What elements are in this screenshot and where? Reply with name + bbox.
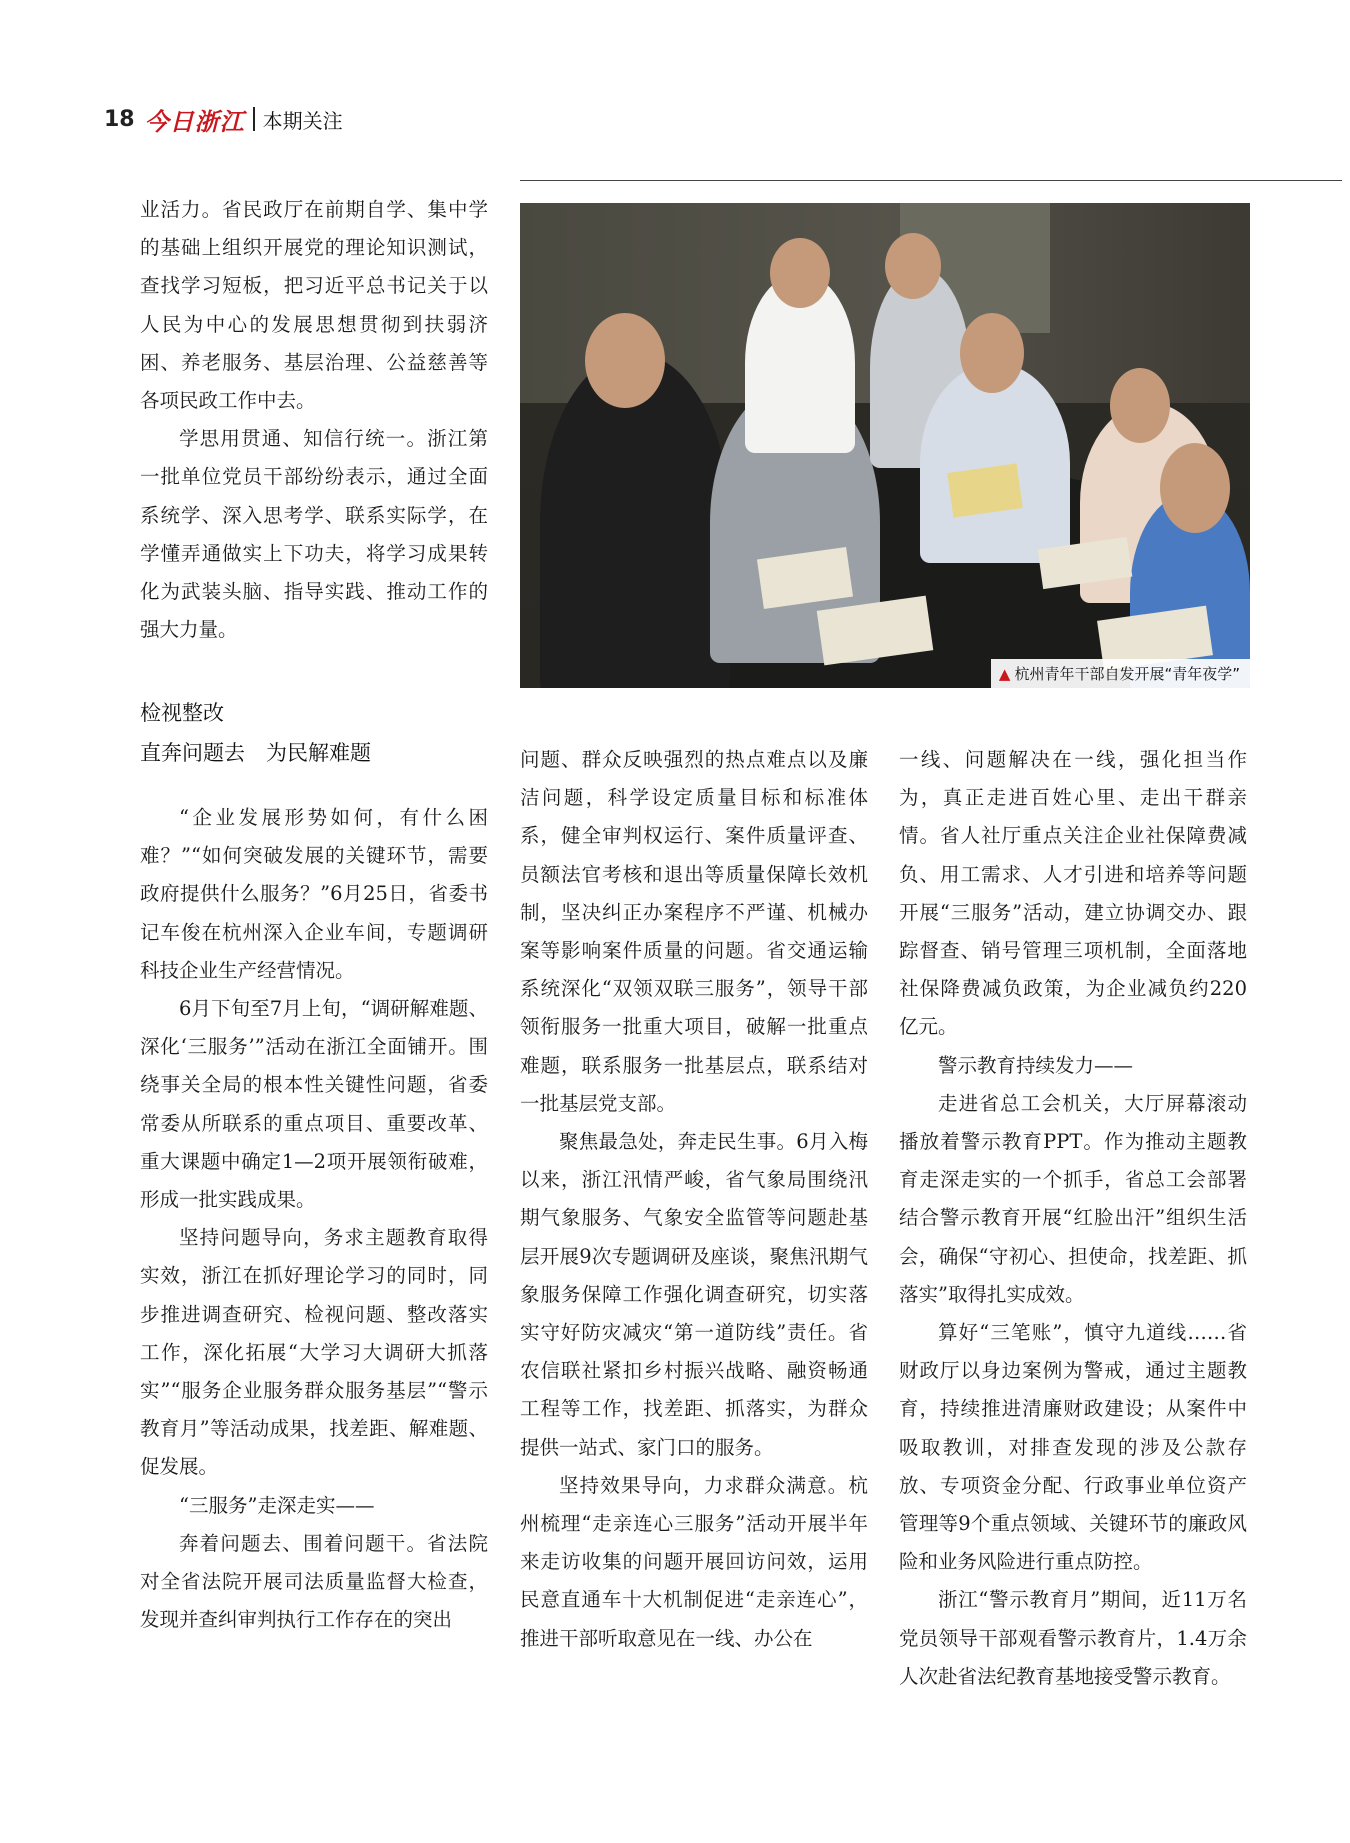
photo-caption [991, 659, 1250, 688]
column-1-bottom [140, 799, 488, 1639]
photo-face [960, 313, 1024, 393]
paragraph-subhead: “三服务”走深走实—— [179, 1493, 375, 1517]
paragraph: 一线、问题解决在一线，强化担当作为，真正走进百姓心里、走出干群亲情。省人社厅重点关注企业社保障费减负、用工需求、人才引进和培养等问题开展“三服务”活动，建立协调交办、跟踪督查、销号管理三项机制，全面落地社保降费减负政策，为企业减负约220亿元。 [899, 748, 1247, 1039]
section-title: 本期关注 [262, 108, 343, 133]
column-3 [899, 741, 1247, 1696]
paragraph: 走进省总工会机关，大厅屏幕滚动播放着警示教育PPT。作为推动主题教育走深走实的一个抓手，省总工会部署结合警示教育开展“红脸出汗”组织生活会，确保“守初心、担使命，找差距、抓落实”取得扎实成效。 [899, 1091, 1247, 1306]
paragraph: 奔着问题去、围着问题干。省法院对全省法院开展司法质量监督大检查，发现并查纠审判执行工作存在的突出 [140, 1531, 488, 1632]
paragraph: 学思用贯通、知信行统一。浙江第一批单位党员干部纷纷表示，通过全面系统学、深入思考学、联系实际学，在学懂弄通做实上下功夫，将学习成果转化为武装头脑、指导实践、推动工作的强大力量。 [140, 427, 488, 642]
photo-face [1160, 443, 1230, 533]
column-1-top [140, 191, 488, 649]
page-number: 18 [104, 106, 135, 132]
paragraph: 算好“三笔账”，慎守九道线……省财政厅以身边案例为警戒，通过主题教育，持续推进清廉财政建设；从案件中吸取教训，对排查发现的涉及公款存放、专项资金分配、行政事业单位资产管理等9个重点领域、关键环节的廉政风险和业务风险进行重点防控。 [899, 1321, 1247, 1574]
paragraph-subhead: 警示教育持续发力—— [938, 1053, 1134, 1077]
paragraph: 问题、群众反映强烈的热点难点以及廉洁问题，科学设定质量目标和标准体系，健全审判权运行、案件质量评查、员额法官考核和退出等质量保障长效机制，坚决纠正办案程序不严谨、机械办案等影响案件质量的问题。省交通运输系统深化“双领双联三服务”，领导干部领衔服务一批重大项目，破解一批重点难题，联系服务一批基层点，联系结对一批基层党支部。 [520, 748, 868, 1115]
paragraph: 浙江“警示教育月”期间，近11万名党员领导干部观看警示教育片，1.4万余人次赴省法纪教育基地接受警示教育。 [899, 1588, 1247, 1688]
caption-text: 杭州青年干部自发开展“青年夜学” [1014, 665, 1240, 683]
magazine-logo: 今日浙江 [144, 106, 245, 136]
photo-face [1110, 368, 1170, 443]
photo-face [770, 238, 830, 308]
photo-face [585, 313, 665, 408]
page-header [104, 104, 343, 134]
paragraph: 聚焦最急处，奔走民生事。6月入梅以来，浙江汛情严峻，省气象局围绕汛期气象服务、气象安全监管等问题赴基层开展9次专题调研及座谈，聚焦汛期气象服务保障工作强化调查研究，切实落实守好防灾减灾“第一道防线”责任。省农信联社紧扣乡村振兴战略、融资畅通工程等工作，找差距、抓落实，为群众提供一站式、家门口的服务。 [520, 1130, 868, 1459]
photo-book [947, 463, 1023, 517]
photo-person [920, 363, 1070, 563]
header-divider [253, 107, 255, 131]
top-rule [520, 180, 1342, 181]
paragraph: 业活力。省民政厅在前期自学、集中学的基础上组织开展党的理论知识测试，查找学习短板，把习近平总书记关于以人民为中心的发展思想贯彻到扶弱济困、养老服务、基层治理、公益慈善等各项民政工作中去。 [140, 198, 488, 413]
paragraph: 坚持效果导向，力求群众满意。杭州梳理“走亲连心三服务”活动开展半年来走访收集的问题开展回访问效，运用民意直通车十大机制促进“走亲连心”，推进干部听取意见在一线、办公在 [520, 1473, 868, 1650]
section-subheading: 直奔问题去 为民解难题 [140, 741, 371, 765]
caption-triangle-icon: ▲ [998, 665, 1011, 683]
paragraph: 6月下旬至7月上旬，“调研解难题、深化‘三服务’”活动在浙江全面铺开。围绕事关全局的根本性关键性问题，省委常委从所联系的重点项目、重要改革、重大课题中确定1—2项开展领衔破难，形成一批实践成果。 [140, 997, 488, 1212]
column-2 [520, 741, 868, 1658]
section-heading: 检视整改 [140, 701, 224, 725]
photo-face [885, 233, 941, 299]
article-photo [520, 203, 1250, 688]
paragraph: “企业发展形势如何，有什么困难？”“如何突破发展的关键环节，需要政府提供什么服务？”6月25日，省委书记车俊在杭州深入企业车间，专题调研科技企业生产经营情况。 [140, 806, 488, 982]
paragraph: 坚持问题导向，务求主题教育取得实效，浙江在抓好理论学习的同时，同步推进调查研究、检视问题、整改落实工作，深化拓展“大学习大调研大抓落实”“服务企业服务群众服务基层”“警示教育月”等活动成果，找差距、解难题、促发展。 [140, 1226, 488, 1479]
